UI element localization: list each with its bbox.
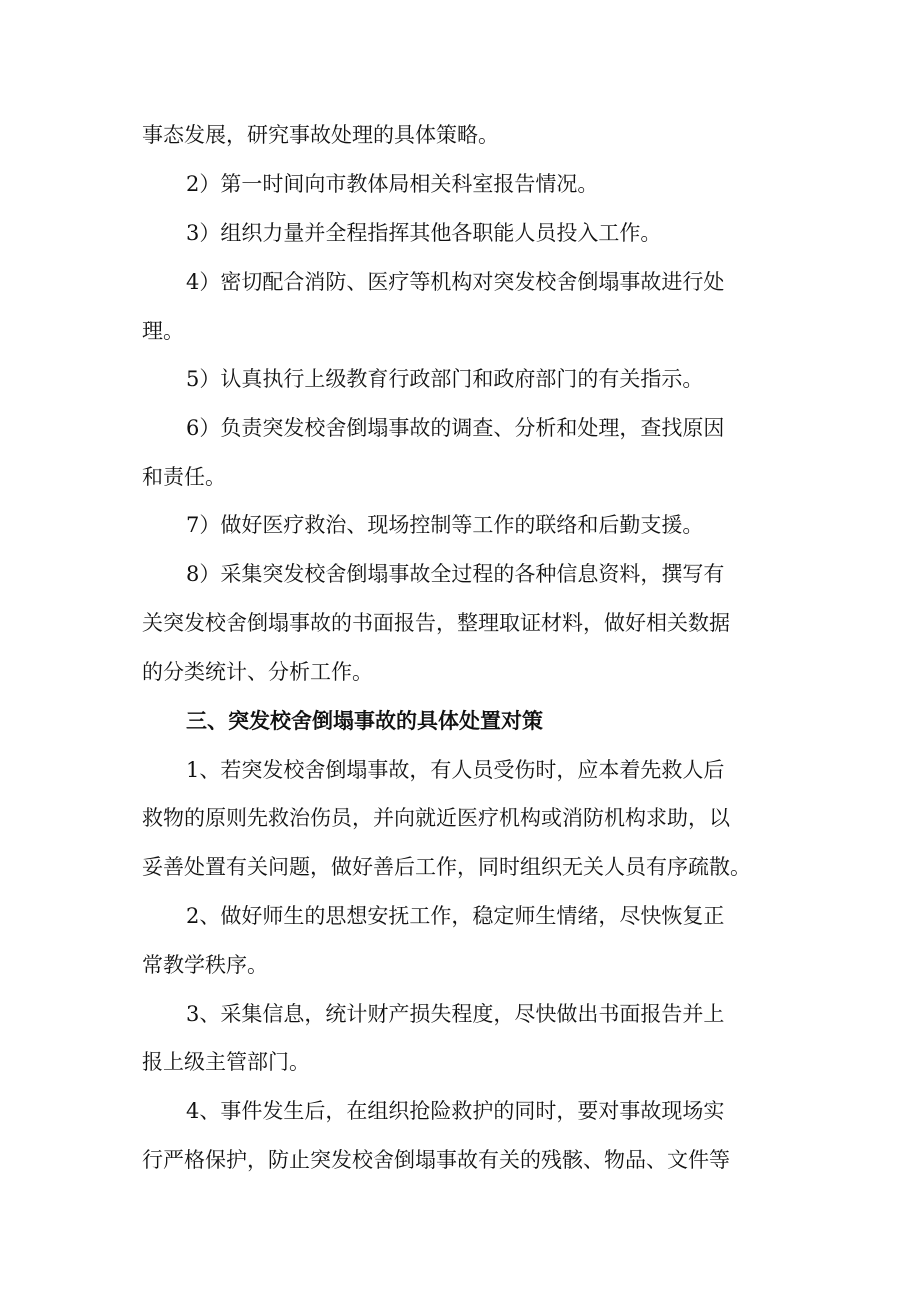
paragraph-line: 关突发校舍倒塌事故的书面报告，整理取证材料，做好相关数据 [142,611,730,635]
paragraph-line: 6）负责突发校舍倒塌事故的调查、分析和处理，查找原因 [186,416,725,440]
paragraph-line: 妥善处置有关问题，做好善后工作，同时组织无关人员有序疏散。 [142,855,751,879]
paragraph-line: 5）认真执行上级教育行政部门和政府部门的有关指示。 [186,367,704,391]
paragraph-line: 理。 [142,319,184,343]
paragraph-line: 1、若突发校舍倒塌事故，有人员受伤时，应本着先救人后 [186,758,725,782]
paragraph-line: 2）第一时间向市教体局相关科室报告情况。 [186,172,599,196]
paragraph-line: 3、采集信息，统计财产损失程度，尽快做出书面报告并上 [186,1002,725,1026]
paragraph-line: 4）密切配合消防、医疗等机构对突发校舍倒塌事故进行处 [186,270,725,294]
paragraph-line: 和责任。 [142,465,226,489]
paragraph-line: 的分类统计、分析工作。 [142,660,373,684]
paragraph-line: 8）采集突发校舍倒塌事故全过程的各种信息资料，撰写有 [186,562,725,586]
paragraph-line: 4、事件发生后，在组织抢险救护的同时，要对事故现场实 [186,1099,725,1123]
paragraph-line: 7）做好医疗救治、现场控制等工作的联络和后勤支援。 [186,513,704,537]
paragraph-line: 常教学秩序。 [142,953,268,977]
paragraph-line: 行严格保护，防止突发校舍倒塌事故有关的残骸、物品、文件等 [142,1148,730,1172]
paragraph-line: 3）组织力量并全程指挥其他各职能人员投入工作。 [186,221,662,245]
section-heading: 三、突发校舍倒塌事故的具体处置对策 [186,709,543,733]
paragraph-line: 事态发展，研究事故处理的具体策略。 [142,123,499,147]
paragraph-line: 救物的原则先救治伤员，并向就近医疗机构或消防机构求助，以 [142,806,730,830]
paragraph-line: 报上级主管部门。 [142,1050,310,1074]
paragraph-line: 2、做好师生的思想安抚工作，稳定师生情绪，尽快恢复正 [186,904,725,928]
